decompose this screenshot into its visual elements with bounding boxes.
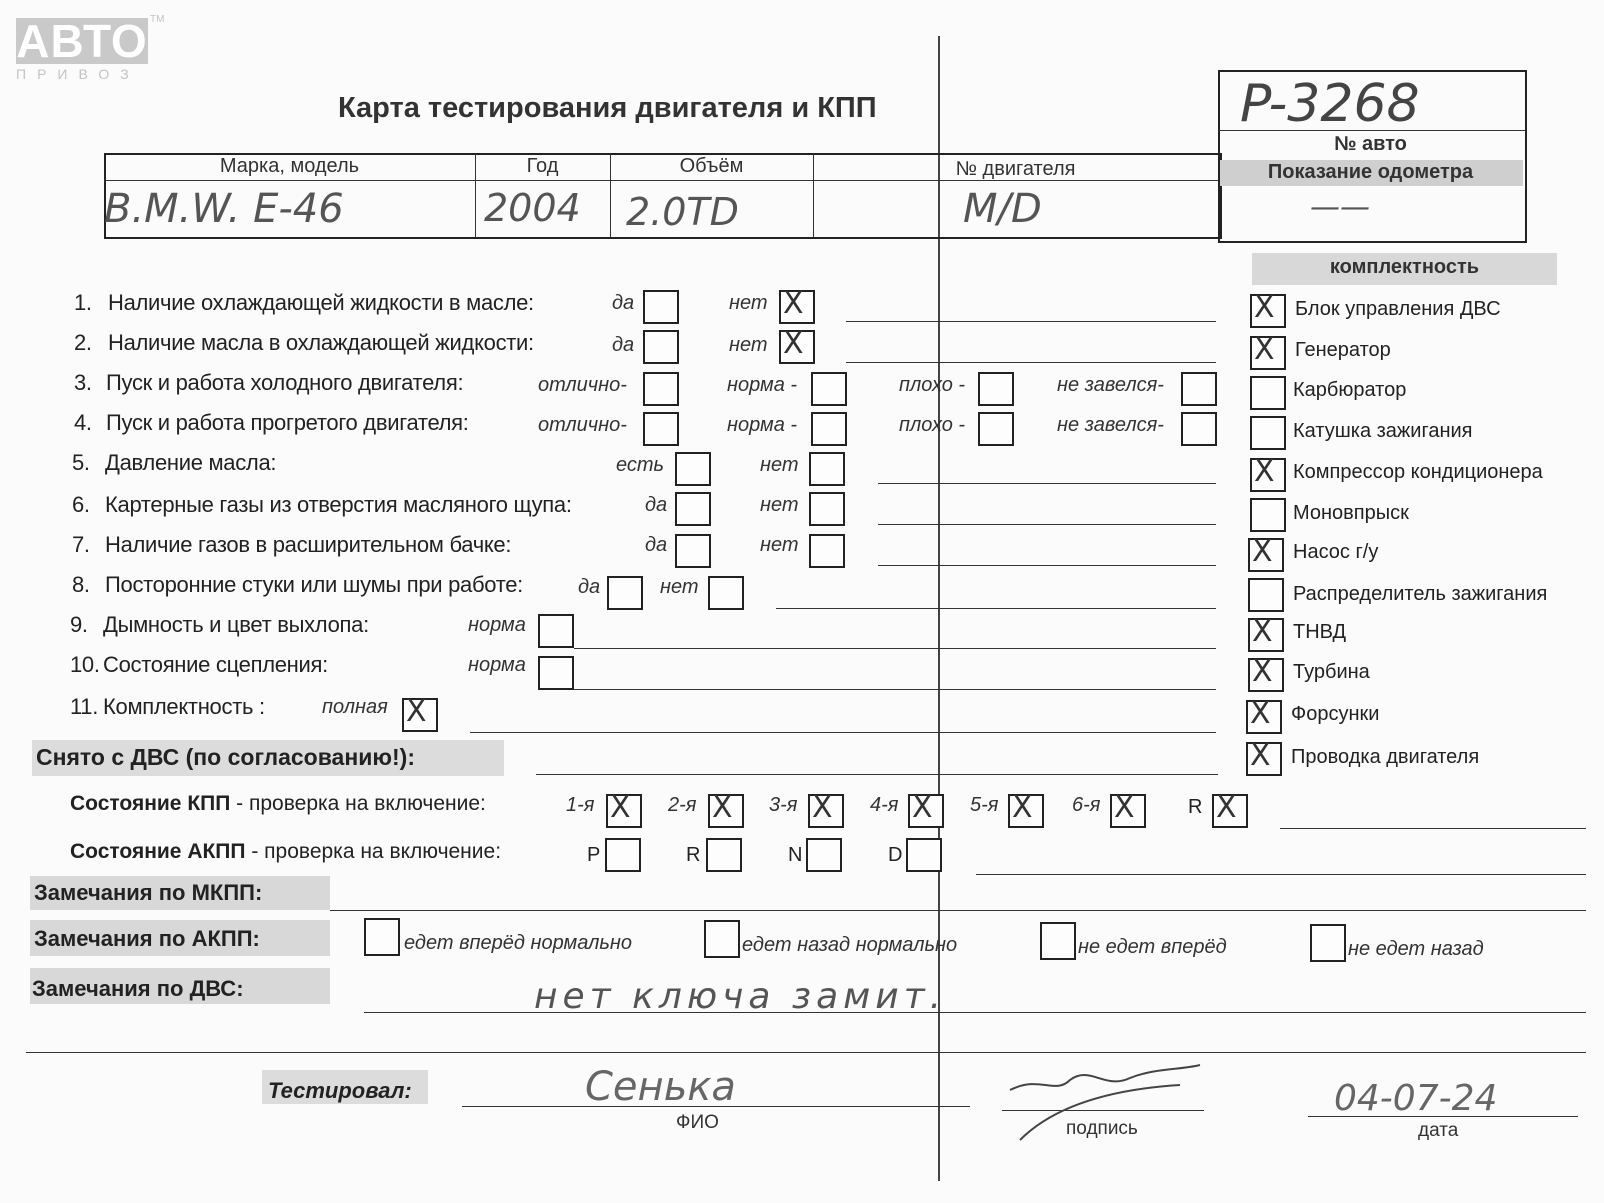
item-1-line bbox=[846, 321, 1216, 322]
item-4-opt-nostart: не завелся- bbox=[1057, 414, 1164, 436]
remarks-dvs-value: нет ключа замит. bbox=[534, 976, 947, 1017]
item-6-number: 6. bbox=[72, 492, 90, 517]
item-2-text: Наличие масла в охлаждающей жидкости: bbox=[108, 330, 534, 355]
check-mark: X bbox=[812, 790, 833, 825]
item-4-bad-checkbox[interactable] bbox=[978, 412, 1014, 446]
mono-injection-checkbox[interactable] bbox=[1250, 498, 1286, 532]
item-5-number: 5. bbox=[72, 450, 90, 475]
item-9-text: Дымность и цвет выхлопа: bbox=[103, 612, 369, 637]
item-1-text: Наличие охлаждающей жидкости в масле: bbox=[108, 290, 534, 315]
date-line bbox=[1308, 1116, 1578, 1117]
item-3-bad-checkbox[interactable] bbox=[978, 372, 1014, 406]
item-4-opt-normal: норма - bbox=[727, 414, 798, 436]
akpp-gear-r-label: R bbox=[686, 844, 701, 866]
item-9-number: 9. bbox=[70, 612, 88, 637]
item-10-opt-normal: норма bbox=[468, 654, 526, 676]
item-8-line bbox=[776, 608, 1216, 609]
check-mark: X bbox=[1254, 454, 1275, 489]
item-3-opt-nostart: не завелся- bbox=[1057, 374, 1164, 396]
akpp-gear-n-checkbox[interactable] bbox=[806, 838, 842, 872]
item-5-text: Давление масла: bbox=[105, 450, 277, 475]
ignition-coil-label: Катушка зажигания bbox=[1293, 420, 1473, 442]
year-value: 2004 bbox=[484, 186, 581, 230]
carburetor-label: Карбюратор bbox=[1293, 379, 1407, 401]
no-forward-label: не едет вперёд bbox=[1078, 936, 1227, 958]
item-9-normal-checkbox[interactable] bbox=[538, 614, 574, 648]
injection-pump-checkbox[interactable] bbox=[1248, 614, 1284, 652]
injectors-checkbox[interactable] bbox=[1246, 696, 1282, 734]
akpp-gear-p-label: P bbox=[587, 844, 601, 866]
akpp-label-bold: Состояние АКПП bbox=[70, 840, 246, 863]
akpp-gear-d-label: D bbox=[888, 844, 903, 866]
kpp-gear-4-checkbox[interactable] bbox=[908, 790, 944, 828]
kpp-gear-r-checkbox[interactable] bbox=[1212, 790, 1248, 828]
date-value: 04-07-24 bbox=[1334, 1078, 1498, 1119]
item-9-opt-normal: норма bbox=[468, 614, 526, 636]
turbine-label: Турбина bbox=[1293, 661, 1370, 683]
item-3-opt-excellent: отлично- bbox=[538, 374, 627, 396]
kpp-gear-1-label: 1-я bbox=[566, 794, 595, 816]
item-6-line bbox=[878, 524, 1216, 525]
item-11-opt-full: полная bbox=[322, 696, 388, 718]
check-mark: X bbox=[610, 790, 631, 825]
check-mark: X bbox=[1254, 290, 1275, 325]
volume-value: 2.0TD bbox=[626, 190, 739, 234]
engine-no-value: M/D bbox=[963, 186, 1042, 232]
item-3-normal-checkbox[interactable] bbox=[811, 372, 847, 406]
injection-pump-label: ТНВД bbox=[1293, 621, 1347, 643]
kpp-gear-1-checkbox[interactable] bbox=[606, 790, 642, 828]
check-mark: X bbox=[1250, 738, 1271, 773]
item-1-no-checkbox[interactable] bbox=[779, 286, 815, 324]
item-9-line bbox=[574, 648, 1216, 649]
item-3-number: 3. bbox=[74, 370, 92, 395]
engine-wiring-checkbox[interactable] bbox=[1246, 738, 1282, 776]
item-5-opt-yes: есть bbox=[616, 454, 665, 476]
power-steering-pump-checkbox[interactable] bbox=[1248, 534, 1284, 572]
akpp-label bbox=[70, 840, 501, 864]
kpp-gear-6-checkbox[interactable] bbox=[1110, 790, 1146, 828]
injectors-label: Форсунки bbox=[1291, 703, 1380, 725]
item-7-no-checkbox[interactable] bbox=[809, 534, 845, 568]
remarks-akpp-label: Замечания по АКПП: bbox=[34, 926, 260, 951]
kpp-gear-5-checkbox[interactable] bbox=[1008, 790, 1044, 828]
check-mark: X bbox=[1114, 790, 1135, 825]
volume-label: Объём bbox=[679, 155, 744, 177]
item-4-number: 4. bbox=[74, 410, 92, 435]
item-2-no-checkbox[interactable] bbox=[779, 326, 815, 364]
logo-text: АВТО bbox=[16, 15, 148, 67]
item-10-line bbox=[574, 689, 1216, 690]
generator-checkbox[interactable] bbox=[1250, 332, 1286, 370]
kpp-gear-4-label: 4-я bbox=[870, 794, 899, 816]
signature-scribble bbox=[980, 1050, 1230, 1170]
no-forward-checkbox[interactable] bbox=[1040, 922, 1076, 960]
item-3-nostart-checkbox[interactable] bbox=[1181, 372, 1217, 406]
date-label: дата bbox=[1418, 1120, 1459, 1141]
generator-label: Генератор bbox=[1295, 339, 1391, 361]
removed-line bbox=[536, 774, 1218, 775]
brand-label: Марка, модель bbox=[219, 155, 360, 177]
extra-line bbox=[26, 1052, 1586, 1053]
item-1-opt-yes: да bbox=[612, 292, 635, 314]
no-backward-label: не едет назад bbox=[1348, 938, 1484, 960]
check-mark: X bbox=[1252, 534, 1273, 569]
ecu-checkbox[interactable] bbox=[1250, 290, 1286, 328]
kpp-label-bold: Состояние КПП bbox=[70, 792, 231, 815]
item-2-number: 2. bbox=[74, 330, 92, 355]
item-7-opt-no: нет bbox=[760, 534, 799, 556]
item-8-text: Посторонние стуки или шумы при работе: bbox=[105, 572, 523, 597]
item-4-normal-checkbox[interactable] bbox=[811, 412, 847, 446]
item-4-nostart-checkbox[interactable] bbox=[1181, 412, 1217, 446]
item-7-number: 7. bbox=[72, 532, 90, 557]
item-8-opt-no: нет bbox=[660, 576, 699, 598]
check-mark: X bbox=[783, 326, 804, 361]
page-title: Карта тестирования двигателя и КПП bbox=[338, 92, 877, 124]
no-backward-checkbox[interactable] bbox=[1310, 924, 1346, 962]
engine-wiring-label: Проводка двигателя bbox=[1291, 746, 1480, 768]
item-2-line bbox=[846, 362, 1216, 363]
remarks-dvs-line bbox=[364, 1012, 1586, 1013]
kpp-gear-6-label: 6-я bbox=[1072, 794, 1101, 816]
item-3-excellent-checkbox[interactable] bbox=[643, 372, 679, 406]
item-7-text: Наличие газов в расширительном бачке: bbox=[105, 532, 512, 557]
item-5-no-checkbox[interactable] bbox=[809, 452, 845, 486]
item-3-opt-bad: плохо - bbox=[899, 374, 966, 396]
item-3-opt-normal: норма - bbox=[727, 374, 798, 396]
check-mark: X bbox=[1254, 332, 1275, 367]
item-8-number: 8. bbox=[72, 572, 90, 597]
item-8-yes-checkbox[interactable] bbox=[607, 576, 643, 610]
ecu-label: Блок управления ДВС bbox=[1295, 298, 1501, 320]
logo-subtitle: ПРИВОЗ bbox=[16, 66, 140, 82]
item-6-text: Картерные газы из отверстия масляного щупа: bbox=[105, 492, 572, 517]
kpp-gear-2-label: 2-я bbox=[668, 794, 697, 816]
kpp-line bbox=[1280, 828, 1586, 829]
item-11-text: Комплектность : bbox=[103, 694, 265, 719]
engine-no-label: № двигателя bbox=[955, 158, 1076, 180]
power-steering-pump-label: Насос г/у bbox=[1293, 541, 1379, 563]
remarks-dvs-label: Замечания по ДВС: bbox=[32, 976, 244, 1001]
item-11-line bbox=[470, 732, 1216, 733]
item-7-yes-checkbox[interactable] bbox=[675, 534, 711, 568]
akpp-gear-p-checkbox[interactable] bbox=[605, 838, 641, 872]
completeness-title: комплектность bbox=[1329, 256, 1480, 278]
item-6-yes-checkbox[interactable] bbox=[675, 492, 711, 526]
item-6-opt-no: нет bbox=[760, 494, 799, 516]
name-line bbox=[462, 1106, 970, 1107]
item-1-yes-checkbox[interactable] bbox=[643, 290, 679, 324]
tester-name-value: Сенька bbox=[585, 1064, 736, 1110]
check-mark: X bbox=[1216, 790, 1237, 825]
item-4-opt-excellent: отлично- bbox=[538, 414, 627, 436]
auto-number-value: P-3268 bbox=[1240, 74, 1420, 134]
item-10-normal-checkbox[interactable] bbox=[538, 656, 574, 690]
check-mark: X bbox=[783, 286, 804, 321]
odometer-label: Показание одометра bbox=[1267, 161, 1474, 183]
brand-value: B.M.W. E-46 bbox=[104, 186, 344, 232]
item-11-full-checkbox[interactable] bbox=[402, 694, 438, 732]
item-5-yes-checkbox[interactable] bbox=[675, 452, 711, 486]
remarks-mkpp-line bbox=[330, 910, 1586, 911]
forward-ok-checkbox[interactable] bbox=[364, 918, 400, 956]
turbine-checkbox[interactable] bbox=[1248, 654, 1284, 692]
check-mark: X bbox=[712, 790, 733, 825]
item-7-opt-yes: да bbox=[645, 534, 668, 556]
distributor-label: Распределитель зажигания bbox=[1293, 583, 1548, 605]
backward-ok-checkbox[interactable] bbox=[704, 920, 740, 958]
item-6-opt-yes: да bbox=[645, 494, 668, 516]
akpp-label-rest: - проверка на включение: bbox=[245, 840, 502, 863]
check-mark: X bbox=[1012, 790, 1033, 825]
item-4-opt-bad: плохо - bbox=[899, 414, 966, 436]
item-7-line bbox=[878, 565, 1216, 566]
akpp-gear-n-label: N bbox=[788, 844, 803, 866]
item-6-no-checkbox[interactable] bbox=[809, 492, 845, 526]
check-mark: X bbox=[406, 694, 427, 729]
item-2-yes-checkbox[interactable] bbox=[643, 330, 679, 364]
ac-compressor-checkbox[interactable] bbox=[1250, 454, 1286, 492]
item-1-opt-no: нет bbox=[729, 292, 768, 314]
distributor-checkbox[interactable] bbox=[1248, 578, 1284, 612]
check-mark: X bbox=[1252, 654, 1273, 689]
item-5-line bbox=[878, 483, 1216, 484]
akpp-gear-d-checkbox[interactable] bbox=[906, 838, 942, 872]
kpp-label bbox=[70, 792, 486, 816]
ac-compressor-label: Компрессор кондиционера bbox=[1293, 461, 1543, 483]
kpp-label-rest: - проверка на включение: bbox=[230, 792, 486, 815]
item-4-excellent-checkbox[interactable] bbox=[643, 412, 679, 446]
item-3-text: Пуск и работа холодного двигателя: bbox=[106, 370, 464, 395]
check-mark: X bbox=[912, 790, 933, 825]
tested-label: Тестировал: bbox=[268, 1078, 412, 1103]
signature-label: подпись bbox=[1066, 1118, 1138, 1139]
item-11-number: 11. bbox=[70, 694, 99, 719]
kpp-gear-5-label: 5-я bbox=[970, 794, 999, 816]
ignition-coil-checkbox[interactable] bbox=[1250, 416, 1286, 450]
year-label: Год bbox=[526, 155, 559, 177]
item-10-text: Состояние сцепления: bbox=[103, 652, 328, 677]
forward-ok-label: едет вперёд нормально bbox=[404, 932, 633, 954]
item-10-number: 10. bbox=[70, 652, 100, 677]
odometer-value: —— bbox=[1310, 190, 1370, 225]
mono-injection-label: Моновпрыск bbox=[1293, 502, 1409, 524]
kpp-gear-r-label: R bbox=[1188, 796, 1203, 818]
item-8-no-checkbox[interactable] bbox=[708, 576, 744, 610]
item-5-opt-no: нет bbox=[760, 454, 799, 476]
check-mark: X bbox=[1252, 614, 1273, 649]
item-4-text: Пуск и работа прогретого двигателя: bbox=[106, 410, 469, 435]
carburetor-checkbox[interactable] bbox=[1250, 376, 1286, 410]
remarks-mkpp-label: Замечания по МКПП: bbox=[34, 880, 263, 905]
item-2-opt-no: нет bbox=[729, 334, 768, 356]
akpp-line bbox=[976, 874, 1586, 875]
item-8-opt-yes: да bbox=[578, 576, 601, 598]
item-1-number: 1. bbox=[74, 290, 92, 315]
akpp-gear-r-checkbox[interactable] bbox=[706, 838, 742, 872]
backward-ok-label: едет назад нормально bbox=[742, 934, 958, 956]
removed-label: Снято с ДВС (по согласованию!): bbox=[36, 744, 415, 770]
item-2-opt-yes: да bbox=[612, 334, 635, 356]
auto-number-label: № авто bbox=[1334, 133, 1407, 155]
kpp-gear-3-checkbox[interactable] bbox=[808, 790, 844, 828]
kpp-gear-2-checkbox[interactable] bbox=[708, 790, 744, 828]
check-mark: X bbox=[1250, 696, 1271, 731]
logo-trademark: TM bbox=[150, 14, 165, 25]
kpp-gear-3-label: 3-я bbox=[769, 794, 798, 816]
fio-label: ФИО bbox=[676, 1112, 719, 1133]
